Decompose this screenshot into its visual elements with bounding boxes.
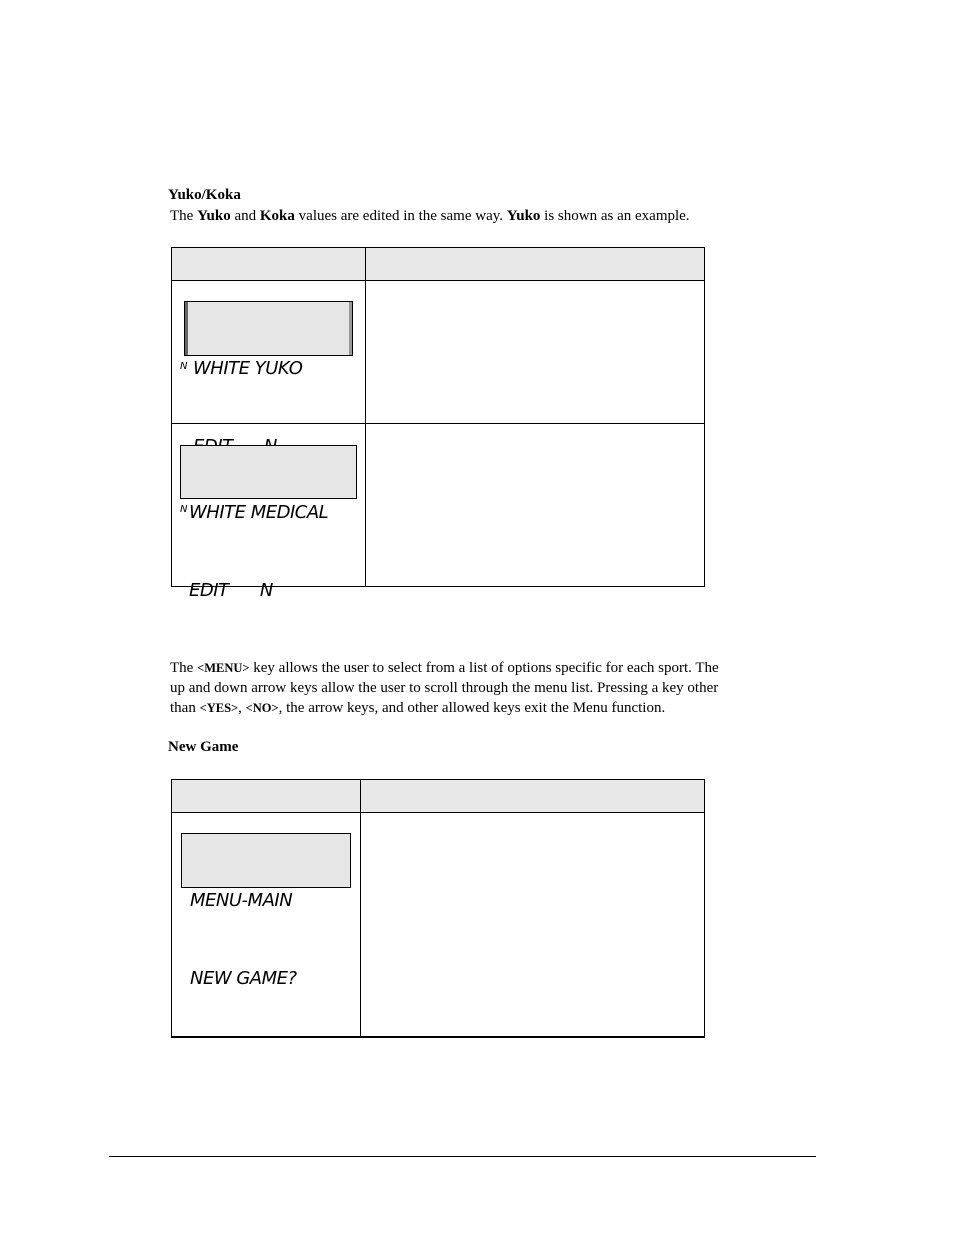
action-cell	[366, 424, 705, 587]
display-cell	[172, 281, 366, 424]
section-heading-new-game: New Game	[168, 739, 239, 755]
display-cell	[172, 813, 361, 1038]
menu-description: The <MENU> key allows the user to select from a list of options specific for each sport. The up and down arrow keys allow the user to scroll through the menu list. Pressing a key other than <YES>, <NO>, the arrow keys, and other allowed keys exit the Menu function.	[170, 660, 719, 716]
header-cell-display	[172, 248, 366, 281]
new-game-steps-table	[171, 779, 705, 1038]
lcd-display: WHITE YUKO	[184, 301, 353, 356]
lcd-note: N	[180, 504, 188, 515]
action-cell	[361, 813, 705, 1038]
table-row	[172, 813, 705, 1038]
lcd-display: WHITE MEDICAL EDIT N	[180, 445, 357, 499]
table-header-row	[172, 248, 705, 281]
header-cell-action	[366, 248, 705, 281]
yuko-steps-table	[171, 247, 705, 601]
lcd-note: N	[180, 361, 188, 372]
display-cell	[172, 424, 366, 601]
header-cell-action	[361, 780, 705, 813]
table-header-row	[172, 780, 705, 813]
table-row	[172, 281, 705, 424]
table-row	[172, 424, 705, 587]
action-cell	[366, 281, 705, 424]
lcd-display: MENU-MAIN NEW GAME?	[181, 833, 351, 888]
header-cell-display	[172, 780, 361, 813]
footer-rule	[109, 1156, 816, 1157]
yuko-koka-intro: The Yuko and Koka values are edited in the same way. Yuko is shown as an example.	[170, 208, 690, 224]
section-heading-yuko-koka: Yuko/Koka	[168, 187, 241, 203]
